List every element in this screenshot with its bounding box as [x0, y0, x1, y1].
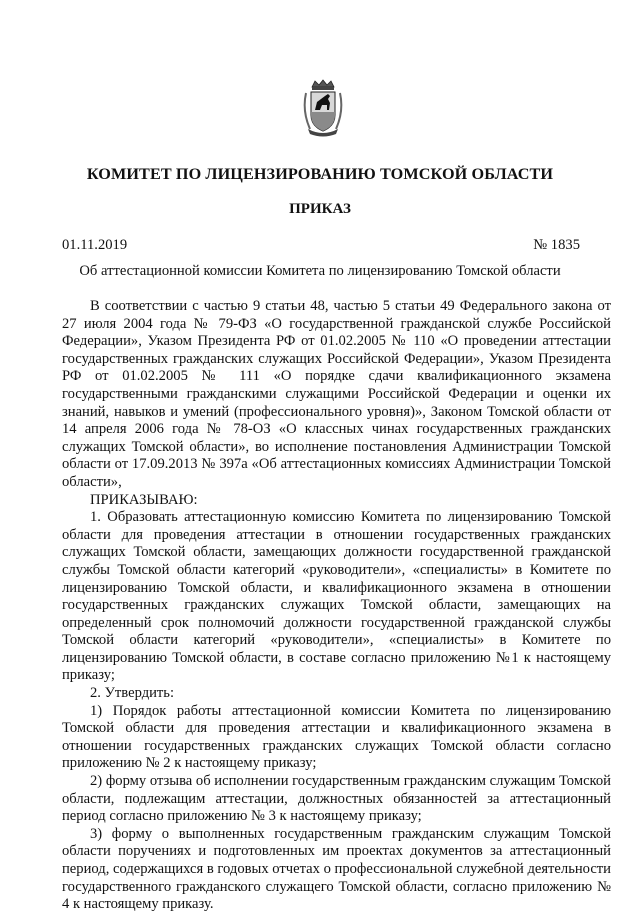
document-type: ПРИКАЗ: [289, 201, 351, 217]
item-2-1-paragraph: 1) Порядок работы аттестационной комиссии Комитета по лицензированию Томской области для проведения аттестации и квалификационного экзамена в отношении государственных гражданских служащих Томской области согласно приложению № 2 к настоящему приказу;: [62, 702, 611, 772]
preamble-paragraph: В соответствии с частью 9 статьи 48, частью 5 статьи 49 Федерального закона от 27 июля 2004 года № 79-ФЗ «О государственной гражданской службе Российской Федерации», Указом Президента РФ от 01.02.2005 № 110 «О проведении аттестации государственных гражданских служащих Российской Федерации», Указом Президента РФ от 01.02.2005 № 111 «О порядке сдачи квалификационного экзамена государственными гражданскими служащими Российской Федерации и оценки их знаний, навыков и умений (профессионального уровня)», Законом Томской области от 14 апреля 2006 года № 78-ОЗ «О классных чинах государственных гражданских служащих Томской области», во исполнение постановления Администрации Томской области от 17.09.2013 № 397а «Об аттестационных комиссиях Администрации Томской области»,: [62, 298, 611, 490]
tomsk-oblast-coat-of-arms-icon: [300, 79, 346, 137]
date-number-row: [62, 237, 580, 254]
order-subject: Об аттестационной комиссии Комитета по лицензированию Томской области: [79, 263, 561, 279]
order-word: ПРИКАЗЫВАЮ:: [90, 491, 198, 508]
item-2-2-paragraph: 2) форму отзыва об исполнении государственным гражданским служащим Томской области, подлежащим аттестации, должностных обязанностей за аттестационный период согласно приложению № 3 к настоящему приказу;: [62, 773, 611, 825]
committee-title: КОМИТЕТ ПО ЛИЦЕНЗИРОВАНИЮ ТОМСКОЙ ОБЛАСТИ: [86, 165, 554, 183]
order-number: № 1835: [533, 237, 580, 253]
order-body: [62, 298, 611, 914]
item-2-paragraph: 2. Утвердить:: [90, 685, 175, 702]
item-1-paragraph: 1. Образовать аттестационную комиссию Комитета по лицензированию Томской области для проведения аттестации в отношении государственных гражданских служащих Томской области, замещающих должности государственной гражданской службы Томской области категорий «руководители», «специалисты» в Комитете по лицензированию Томской области, и квалификационного экзамена в отношении государственных гражданских служащих Томской области, замещающих на определенный срок полномочий должности государственной гражданской службы Томской области категорий «руководители», «специалисты» в Комитете по лицензированию Томской области, в составе согласно приложению №1 к настоящему приказу;: [62, 509, 611, 684]
item-2-3-paragraph: 3) форму о выполненных государственным гражданским служащим Томской области поручениях и подготовленных им проектах документов за аттестационный период, содержащихся в годовых отчетах о профессиональной служебной деятельности государственного гражданского служащего Томской области, согласно приложению № 4 к настоящему приказу.: [62, 825, 611, 913]
order-date: 01.11.2019: [62, 237, 128, 253]
